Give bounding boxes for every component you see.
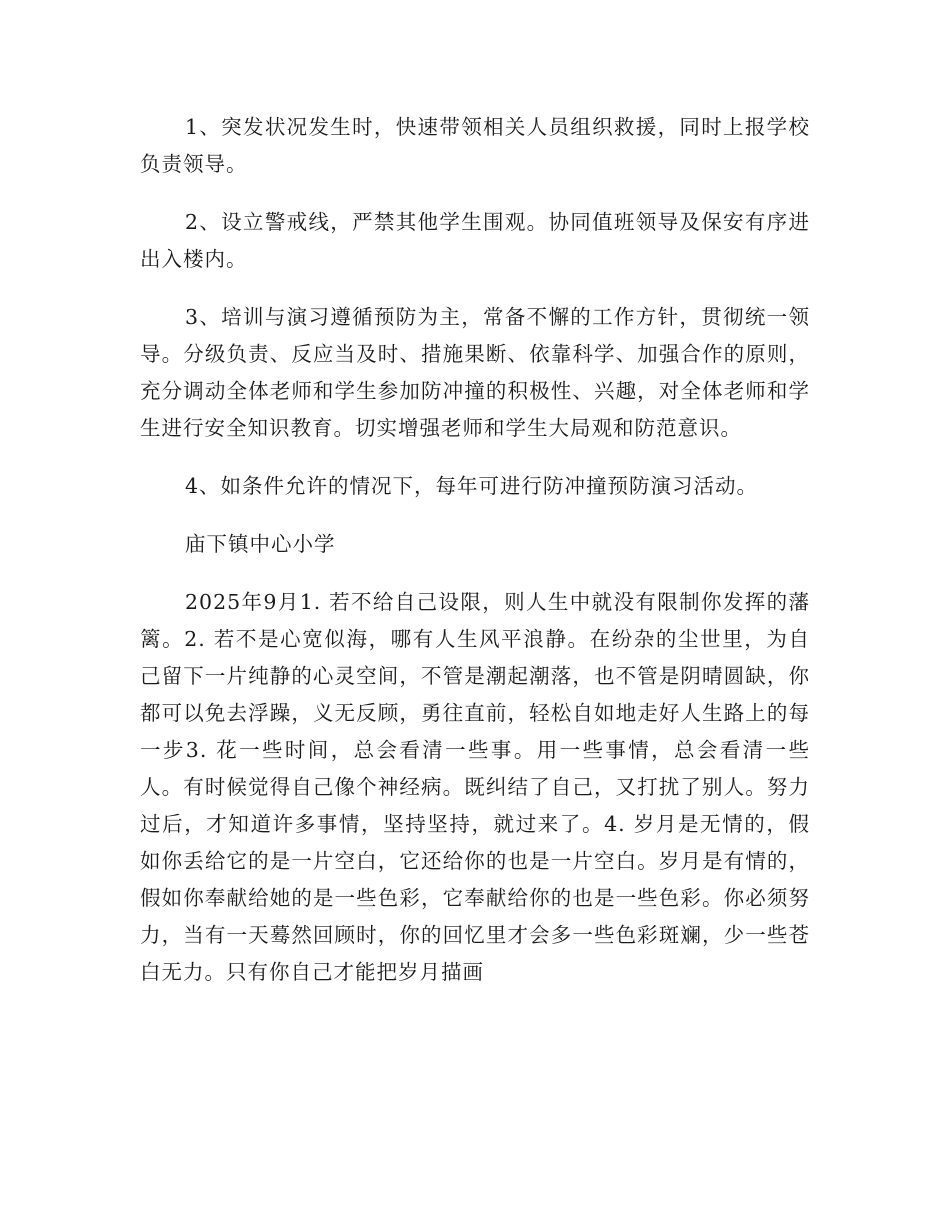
paragraph-item-2: 2、设立警戒线，严禁其他学生围观。协同值班领导及保安有序进出入楼内。: [140, 210, 810, 271]
quotes-paragraph: 2025年9月1. 若不给自己设限，则人生中就没有限制你发挥的藩篱。2. 若不是心宽似海，哪有人生风平浪静。在纷杂的尘世里，为自己留下一片纯静的心灵空间，不管是潮起潮落，也不管是阴晴圆缺，你都可以免去浮躁，义无反顾，勇往直前，轻松自如地走好人生路上的每一步3. 花一些时间，总会看清一些事。用一些事情，总会看清一些人。有时候觉得自己像个神经病。既纠结了自己，又打扰了别人。努力过后，才知道许多事情，坚持坚持，就过来了。4. 岁月是无情的，假如你丢给它的是一片空白，它还给你的也是一片空白。岁月是有情的，假如你奉献给她的是一些色彩，它奉献给你的也是一些色彩。你必须努力，当有一天蓦然回顾时，你的回忆里才会多一些色彩斑斓，少一些苍白无力。只有你自己才能把岁月描画: [140, 590, 810, 984]
paragraph-item-4: 4、如条件允许的情况下，每年可进行防冲撞预防演习活动。: [185, 474, 759, 498]
school-name: 庙下镇中心小学: [185, 532, 336, 556]
paragraph-item-1: 1、突发状况发生时，快速带领相关人员组织救援，同时上报学校负责领导。: [140, 115, 810, 176]
document-body: [140, 109, 810, 991]
paragraph-item-3: 3、培训与演习遵循预防为主，常备不懈的工作方针，贯彻统一领导。分级负责、反应当及时、措施果断、依靠科学、加强合作的原则，充分调动全体老师和学生参加防冲撞的积极性、兴趣，对全体老师和学生进行安全知识教育。切实增强老师和学生大局观和防范意识。: [140, 305, 810, 440]
